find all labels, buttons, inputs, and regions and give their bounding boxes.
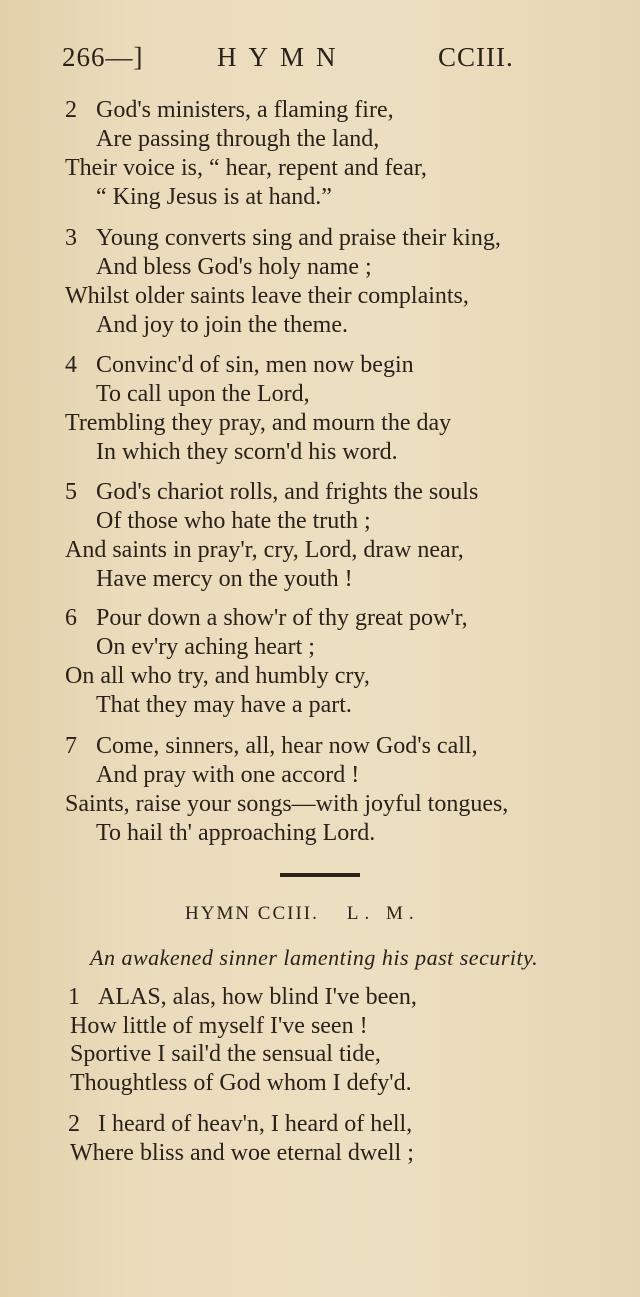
hymn-line: Are passing through the land, [96,126,380,152]
page-number: 266—] [62,42,144,72]
hymn-line: Saints, raise your songs—with joyful tongues, [65,791,509,817]
stanza-number: 2 [68,1111,80,1137]
hymn-line: How little of myself I've seen ! [70,1012,368,1039]
hymn-line: Trembling they pray, and mourn the day [65,410,452,436]
stanza-number: 2 [65,97,77,123]
hymn-meter: L. M. [346,903,420,924]
hymn-line: And saints in pray'r, cry, Lord, draw near, [65,537,464,563]
hymn-subtitle: An awakened sinner lamenting his past security. [90,945,539,970]
hymn-line: Where bliss and woe eternal dwell ; [70,1139,414,1166]
hymn-heading [185,903,420,925]
hymn-line: God's ministers, a flaming fire, [96,97,394,123]
hymn-line: Young converts sing and praise their king, [96,225,501,251]
running-title: HYMN [217,42,348,72]
hymn-line: Come, sinners, all, hear now God's call, [96,733,478,759]
hymn-line: God's chariot rolls, and frights the souls [96,479,479,505]
stanza-number: 5 [65,479,77,505]
hymn-line: To call upon the Lord, [96,381,310,407]
hymn-line: And pray with one accord ! [96,762,360,788]
hymn-line: And joy to join the theme. [96,312,348,338]
hymn-line: In which they scorn'd his word. [96,439,398,465]
stanza-number: 1 [68,984,80,1010]
hymn-line: Thoughtless of God whom I defy'd. [70,1069,412,1096]
stanza-number: 4 [65,352,77,378]
hymn-line: Pour down a show'r of thy great pow'r, [96,605,468,631]
hymn-line: Of those who hate the truth ; [96,508,371,534]
hymn-number: CCIII. [438,42,514,72]
hymn-line: Sportive I sail'd the sensual tide, [70,1041,381,1067]
hymn-line: On all who try, and humbly cry, [65,663,370,689]
hymn-line: Convinc'd of sin, men now begin [96,352,414,378]
page-header [62,42,582,82]
hymn-line: ALAS, alas, how blind I've been, [98,984,417,1010]
stanza-number: 3 [65,225,77,251]
hymn-line: To hail th' approaching Lord. [96,820,376,846]
hymn-line: On ev'ry aching heart ; [96,634,315,660]
hymn-line: That they may have a part. [96,692,352,718]
section-divider [280,873,360,877]
hymn-line: Whilst older saints leave their complaints, [65,283,469,309]
hymn-line: “ King Jesus is at hand.” [96,184,332,210]
hymn-line: And bless God's holy name ; [96,254,372,280]
stanza-number: 6 [65,605,77,631]
hymn-line: Their voice is, “ hear, repent and fear, [65,155,427,181]
hymn-heading-title: HYMN CCIII. [185,903,319,924]
stanza-number: 7 [65,733,77,759]
hymn-line: Have mercy on the youth ! [96,566,353,592]
hymn-line: I heard of heav'n, I heard of hell, [98,1111,413,1137]
